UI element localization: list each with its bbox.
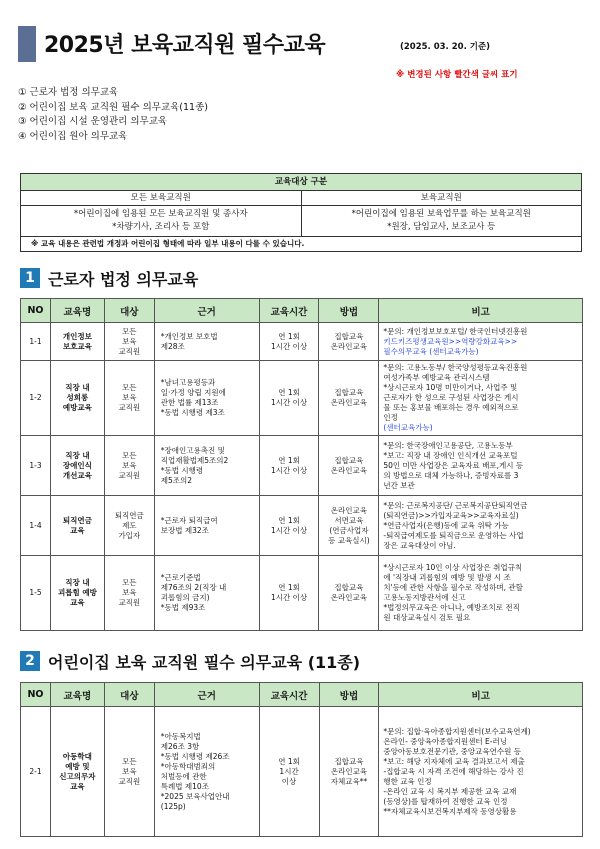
cell-method-text: 온라인교육 서면교육 (연금사업자 등 교육실시) xyxy=(328,505,370,545)
cell-target xyxy=(104,556,154,631)
cell-method-text: 집합교육 온라인교육 xyxy=(330,331,368,351)
cell-method xyxy=(319,496,379,556)
cell-method-text: 집합교육 온라인교육 자체교육** xyxy=(330,756,368,786)
cell-note-highlight: (센터교육가능) xyxy=(383,423,433,432)
cell-name xyxy=(50,361,104,436)
page-title: 2025년 보육교직원 필수교육 xyxy=(44,33,326,58)
cell-name-text: 직장 내 장애인식 개선교육 xyxy=(62,450,92,480)
cell-method-text: 집합교육 온라인교육 xyxy=(330,455,368,475)
list-item: ④ 어린이집 원아 의무교육 xyxy=(18,130,128,142)
cell-target xyxy=(104,496,154,556)
col-header-time: 교육시간 xyxy=(259,299,319,323)
cell-name xyxy=(50,556,104,631)
col-header-target: 대상 xyxy=(104,299,154,323)
col-header-no: NO xyxy=(21,299,51,323)
col-header-method: 방법 xyxy=(319,299,379,323)
list-item: ③ 어린이집 시설 운영관리 의무교육 xyxy=(18,116,168,127)
col-header-target: 대상 xyxy=(104,683,154,707)
cell-name-text: 개인정보 보호교육 xyxy=(62,331,92,351)
col-header-no: NO xyxy=(21,683,51,707)
cell-target xyxy=(104,436,154,496)
change-note: ※ 변경된 사항 빨간색 글씨 표기 xyxy=(396,70,518,80)
col-header-time: 교육시간 xyxy=(259,683,319,707)
cell-method xyxy=(319,556,379,631)
cell-target xyxy=(104,707,154,837)
table-row xyxy=(21,707,583,837)
col-header-basis: 근거 xyxy=(154,683,259,707)
cell-time-text: 연 1회 1시간 이상 xyxy=(270,388,308,407)
reference-date: (2025. 03. 20. 기준) xyxy=(400,42,491,52)
cell-basis xyxy=(154,707,259,837)
title-area xyxy=(18,26,583,66)
title-accent-bar xyxy=(18,26,36,62)
cell-time xyxy=(259,361,319,436)
col-header-note: 비고 xyxy=(379,299,583,323)
cell-time-text: 연 1회 1시간 이상 xyxy=(270,515,308,535)
cell-target-text: 퇴직연금 제도 가입자 xyxy=(114,510,144,540)
cell-time-text: 연 1회 1시간 이상 xyxy=(270,331,308,351)
col-header-basis: 근거 xyxy=(154,299,259,323)
cell-note-text: *문의: 고용노동부/ 한국양성평등교육진흥원 여성가족부 예방교육 관리시스템 *상시근로자 10명 미만이거나, 사업주 및 근로자가 한 성으로 구성된 사업장은 게시 물 또는 홍보물 배포하는 경우 예외적으로 인정 xyxy=(383,363,528,422)
col-header-note: 비고 xyxy=(379,683,583,707)
cell-method-text: 집합교육 온라인교육 xyxy=(330,388,368,407)
table-row xyxy=(21,496,583,556)
col-header-method: 방법 xyxy=(319,683,379,707)
cell-basis xyxy=(154,436,259,496)
cell-note xyxy=(379,496,583,556)
cell-method xyxy=(319,707,379,837)
section2-number-badge: 2 xyxy=(20,651,40,671)
cell-time-text: 연 1회 1시간 이상 xyxy=(270,583,308,602)
cell-note xyxy=(379,707,583,837)
target-col2-title: 보육교직원 xyxy=(302,191,582,206)
cell-no xyxy=(21,556,51,631)
cell-target xyxy=(104,361,154,436)
cell-time xyxy=(259,556,319,631)
cell-note xyxy=(379,556,583,631)
cell-name xyxy=(50,436,104,496)
cell-note-text: *문의: 한국장애인고용공단, 고용노동부 *보고: 직장 내 장애인 인식개선 교육포털 50인 미만 사업장은 교육자료 배포,게시 등 의 방법으로 대체 가능하나, 증빙자료를 3 년간 보관 xyxy=(383,440,524,490)
col-header-name: 교육명 xyxy=(50,299,104,323)
cell-no-text: 1-4 xyxy=(29,520,42,530)
section1-number-badge: 1 xyxy=(20,268,40,288)
cell-basis-text: *근로기준법 제76조의 2(직장 내 괴롭힘의 금지) *동법 제93조 xyxy=(160,573,227,612)
cell-note xyxy=(379,361,583,436)
cell-note-text: *문의: 개인정보보호포털/ 한국인터넷진흥원 xyxy=(383,326,528,336)
cell-time xyxy=(259,323,319,361)
list-item: ① 근로자 법정 의무교육 xyxy=(18,87,119,98)
cell-basis xyxy=(154,556,259,631)
cell-target-text: 모든 보육 교직원 xyxy=(118,578,141,607)
target-box-footnote: ※ 교육 내용은 관련법 개정과 어린이집 형태에 따라 일부 내용이 다를 수 있습니다. xyxy=(21,236,581,251)
cell-basis-text: *남녀고용평등과 일·가정 양립 지원에 관한 법률 제13조 *동법 시행령 제3조 xyxy=(160,378,226,417)
cell-note xyxy=(379,436,583,496)
cell-note-text: *상시근로자 10인 이상 사업장은 취업규칙 에 '직장내 괴롭힘의 예방 및 발생 시 조 치'등에 관한 사항을 필수로 작성하며, 관할 고용노동지방관서에 신고 *법정의무교육은 아니나, 예방조치로 전직 원 대상교육실시 검토 필요 xyxy=(383,563,523,622)
cell-name xyxy=(50,707,104,837)
cell-target xyxy=(104,323,154,361)
cell-no-text: 1-5 xyxy=(29,588,42,597)
cell-time xyxy=(259,436,319,496)
target-col1-title: 모든 보육교직원 xyxy=(21,191,302,206)
cell-no-text: 1-1 xyxy=(29,336,42,346)
col-header-name: 교육명 xyxy=(50,683,104,707)
cell-time-text: 연 1회 1시간 이상 xyxy=(278,756,300,786)
target-col2-body: *어린이집에 임용된 보육업무를 하는 보육교직원 *원장, 담임교사, 보조교사 등 xyxy=(351,209,531,232)
target-classification-box xyxy=(20,173,582,252)
cell-basis xyxy=(154,496,259,556)
cell-basis-text: *장애인고용촉진 및 직업재활법제5조의2 *동법 시행령 제5조의2 xyxy=(160,445,229,485)
cell-no-text: 1-2 xyxy=(29,393,42,402)
table-row xyxy=(21,323,583,361)
cell-basis xyxy=(154,323,259,361)
item-list xyxy=(18,86,208,144)
cell-no-text: 1-3 xyxy=(29,460,42,470)
table-section1 xyxy=(20,298,583,631)
cell-time xyxy=(259,707,319,837)
target-box-heading: 교육대상 구분 xyxy=(21,174,581,191)
cell-no xyxy=(21,707,51,837)
section1-title: 근로자 법정 의무교육 xyxy=(48,270,199,289)
cell-time-text: 연 1회 1시간 이상 xyxy=(270,455,308,475)
cell-method xyxy=(319,361,379,436)
cell-note-text: *문의: 근로복지공단/ 근로복지공단퇴직연금 (퇴직연금)>>가입자교육>>교육자료실) *연금사업자(은행)등에 교육 위탁 가능 -퇴직급여제도를 퇴직금으로 운영하는 사업 장은 교육대상이 아님. xyxy=(383,500,528,550)
cell-basis-text: *아동복지법 제26조 3항 *동법 시행령 제26조 *아동학대범죄의 처벌등에 관한 특례법 제10조 *2025 보육사업안내 (125p) xyxy=(160,731,230,811)
table-header-row xyxy=(21,683,583,707)
cell-note xyxy=(379,323,583,361)
cell-name xyxy=(50,496,104,556)
cell-no xyxy=(21,436,51,496)
cell-no xyxy=(21,361,51,436)
cell-name xyxy=(50,323,104,361)
cell-name-text: 아동학대 예방 및 신고의무자 교육 xyxy=(59,751,96,791)
cell-no-text: 2-1 xyxy=(29,766,42,776)
cell-time xyxy=(259,496,319,556)
cell-name-text: 직장 내 괴롭힘 예방 교육 xyxy=(57,578,97,607)
cell-note-text: *문의: 집합·육아종합지원센터(보수교육연계) 온라인- 중앙육아종합지원센터 E-러닝 중앙아동보호전문기관, 중앙교육연수원 등 *보고: 해당 지자체에 교육 결과보고서 제출 -집합교육 시 자격 조건에 해당하는 강사 진 행한 교육 인정 -온라인 교육 시 복지부 제공한 교육 교재 (동영상)를 탑재하여 진행한 교육 인정 **자체교육시보건복지부제작 동영상활용 xyxy=(383,726,531,816)
cell-name-text: 직장 내 성희롱 예방교육 xyxy=(62,383,92,412)
table-header-row xyxy=(21,299,583,323)
table-section2 xyxy=(20,682,583,837)
cell-no xyxy=(21,496,51,556)
cell-method-text: 집합교육 온라인교육 xyxy=(330,583,368,602)
cell-basis-text: *개인정보 보호법 제28조 xyxy=(160,331,218,351)
target-col1-body: *어린이집에 임용된 모든 보육교직원 및 종사자 *차량기사, 조리사 등 포함 xyxy=(21,206,302,236)
cell-target-text: 모든 보육 교직원 xyxy=(118,450,141,480)
cell-target-text: 모든 보육 교직원 xyxy=(118,756,141,786)
list-item: ② 어린이집 보육 교직원 필수 의무교육(11종) xyxy=(18,101,208,113)
cell-basis xyxy=(154,361,259,436)
table-row xyxy=(21,556,583,631)
table-row xyxy=(21,361,583,436)
cell-target-text: 모든 보육 교직원 xyxy=(118,326,141,356)
cell-note-highlight: 키드키즈평생교육원>>역량강화교육>> 필수의무교육 (센터교육가능) xyxy=(383,336,518,356)
cell-method xyxy=(319,436,379,496)
section2-title: 어린이집 보육 교직원 필수 의무교육 (11종) xyxy=(48,653,361,672)
cell-method xyxy=(319,323,379,361)
cell-basis-text: *근로자 퇴직급여 보장법 제32조 xyxy=(160,515,218,535)
cell-target-text: 모든 보육 교직원 xyxy=(118,383,141,412)
table-row xyxy=(21,436,583,496)
cell-name-text: 퇴직연금 교육 xyxy=(62,515,92,535)
cell-no xyxy=(21,323,51,361)
